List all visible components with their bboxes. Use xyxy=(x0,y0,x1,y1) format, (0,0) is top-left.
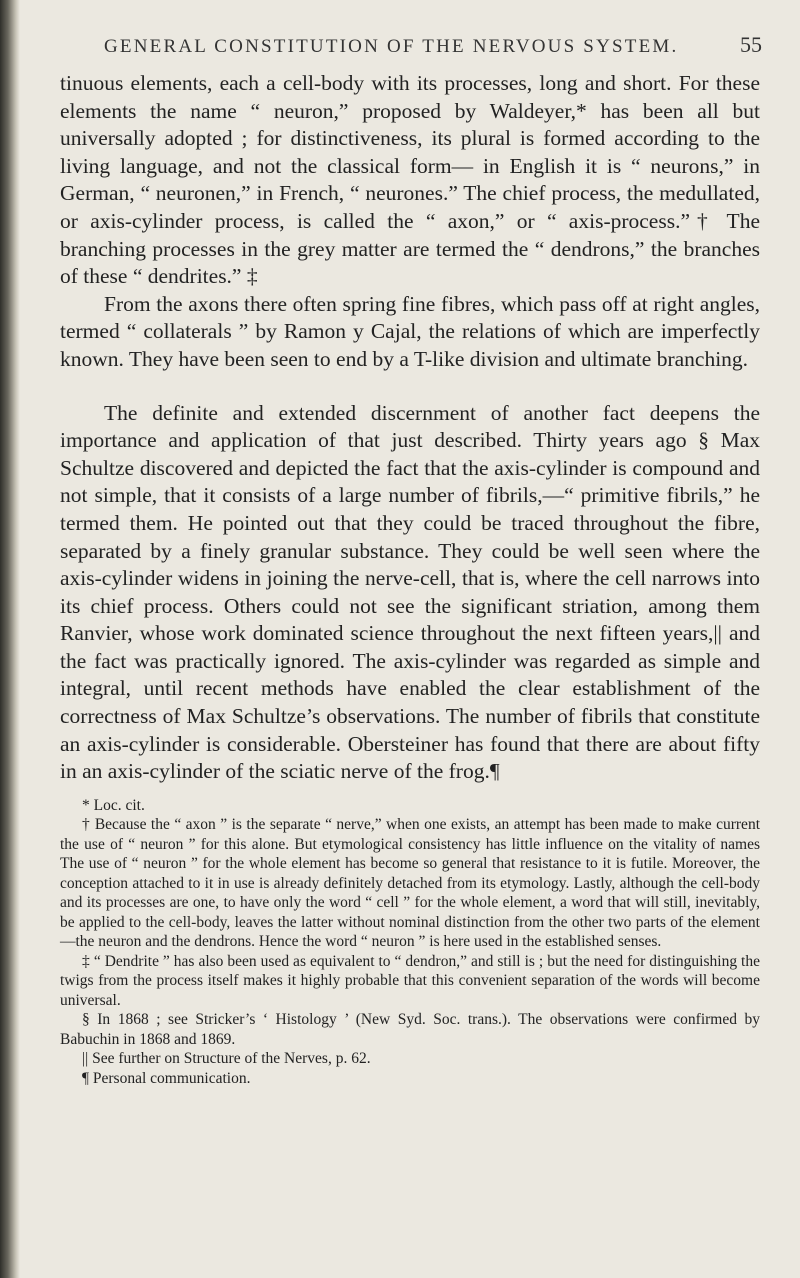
footnote: || See further on Structure of the Nerves, p. 62. xyxy=(82,1050,371,1068)
section-gap xyxy=(60,374,760,400)
page-binding-edge xyxy=(0,0,20,1278)
footnote: ¶ Personal communication. xyxy=(82,1069,251,1087)
footnote: * Loc. cit. xyxy=(82,796,145,814)
paragraph: The definite and extended discernment of another fact deepens the importance and application of that just described. Thirty years ago § Max Schultze discovered and depicted the fact that the axis-cylinder is compound and not simple, that it consists of a large number of fibrils,—“ primitive fibrils,” he termed them. He pointed out that they could be traced throughout the fibre, separated by a finely granular substance. They could be well seen where the axis-cylinder widens in joining the nerve-cell, that is, where the cell narrows into its chief process. Others could not see the significant striation, among them Ranvier, whose work dominated science throughout the next fifteen years,|| and the fact was practically ignored. The axis-cylinder was regarded as simple and integral, until recent methods have enabled the clear establishment of the correctness of Max Schultze’s observations. The number of fibrils that constitute an axis-cylinder is considerable. Obersteiner has found that there are about fifty in an axis-cylinder of the sciatic nerve of the frog.¶ xyxy=(60,400,760,784)
paragraph: tinuous elements, each a cell-body with its processes, long and short. For these elements the name “ neuron,” proposed by Waldeyer,* has been all but universally adopted ; for distinctiveness, its plural is formed according to the living language, and not the classical form— in English it is “ neurons,” in German, “ neuronen,” in French, “ neurones.” The chief process, the medullated, or axis-cylinder process, is called the “ axon,” or “ axis-process.”† The branching processes in the grey matter are termed the “ dendrons,” the branches of these “ dendrites.” ‡ xyxy=(60,71,760,289)
footnote: † Because the “ axon ” is the separate “ nerve,” when one exists, an attempt has been made to make current the use of “ neuron ” for this alone. But etymological consistency has little influence on the vitality of names The use of “ neuron ” for the whole element has become so general that resistance to it is futile. Moreover, the conception attached to it in use is already definitely detached from its etymology. Lastly, although the cell-body and its processes are one, to have only the word “ cell ” for the whole element, a word that will still, inevitably, be applied to the cell-body, leaves the latter without nominal distinction from the other two parts of the element—the neuron and the dendrons. Hence the word “ neuron ” is here used in the established senses. xyxy=(60,816,760,951)
body-text xyxy=(60,70,760,786)
paragraph: From the axons there often spring fine fibres, which pass off at right angles, termed “ collaterals ” by Ramon y Cajal, the relations of which are imperfectly known. They have been seen to end by a T-like division and ultimate branching. xyxy=(60,291,760,371)
footnote: ‡ “ Dendrite ” has also been used as equivalent to “ dendron,” and still is ; but the need for distinguishing the twigs from the process itself makes it highly probable that this convenient separation of the words will become universal. xyxy=(60,952,760,1009)
book-page xyxy=(60,22,760,1088)
footnote: § In 1868 ; see Stricker’s ‘ Histology ’ (New Syd. Soc. trans.). The observations were confirmed by Babuchin in 1868 and 1869. xyxy=(60,1011,760,1048)
running-header xyxy=(60,22,760,70)
running-title: GENERAL CONSTITUTION OF THE NERVOUS SYSTEM. xyxy=(104,36,679,57)
page-number: 55 xyxy=(740,32,762,57)
footnotes xyxy=(60,796,760,1089)
